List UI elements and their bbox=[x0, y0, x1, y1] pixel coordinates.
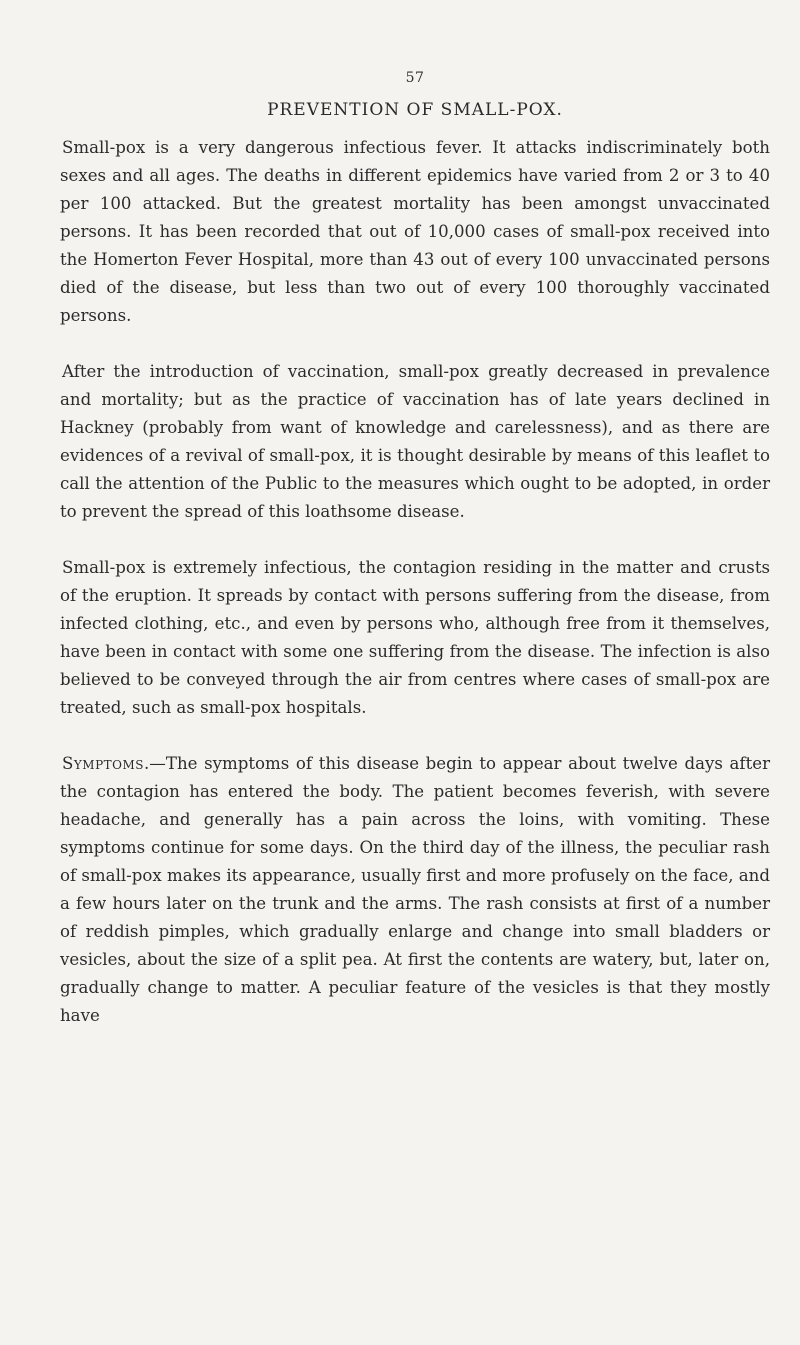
paragraph-1-text: Small-pox is a very dangerous infectious fever. It attacks indiscriminately both sexes and all ages. The deaths in different epidemics have varied from 2 or 3 to 40 per 100 attacked. But the greatest mortality has been amongst unvaccinated persons. It has been recorded that out of 10,000 cases of small-pox received into the Homerton Fever Hospital, more than 43 out of every 100 unvaccinated persons died of the disease, but less than two out of every 100 thoroughly vaccinated persons. bbox=[60, 138, 770, 325]
paragraph-1 bbox=[60, 134, 770, 330]
page-number: 57 bbox=[405, 70, 425, 86]
paragraph-2-text: After the introduction of vaccination, small-pox greatly decreased in prevalence and mortality; but as the practice of vaccination has of late years declined in Hackney (probably from want of knowledge and carelessness), and as there are evidences of a revival of small-pox, it is thought desirable by means of this leaflet to call the attention of the Public to the measures which ought to be adopted, in order to prevent the spread of this loathsome disease. bbox=[60, 362, 770, 521]
symptoms-heading: Symptoms bbox=[62, 754, 145, 773]
paragraph-4-text: .—The symptoms of this disease begin to appear about twelve days after the contagion has entered the body. The patient becomes feverish, with severe headache, and generally has a pain across the loins, with vomiting. These symptoms continue for some days. On the third day of the illness, the peculiar rash of small-pox makes its appearance, usually first and more profusely on the face, and a few hours later on the trunk and the arms. The rash consists at first of a number of reddish pimples, which gradually enlarge and change into small bladders or vesicles, about the size of a split pea. At first the contents are watery, but, later on, gradually change to matter. A peculiar feature of the vesicles is that they mostly have bbox=[60, 754, 770, 1025]
document-page bbox=[60, 70, 770, 1030]
page-title: PREVENTION OF SMALL-POX. bbox=[267, 100, 563, 120]
paragraph-3 bbox=[60, 554, 770, 722]
paragraph-3-text: Small-pox is extremely infectious, the contagion residing in the matter and crusts of the eruption. It spreads by contact with persons suffering from the disease, from infected clothing, etc., and even by persons who, although free from it themselves, have been in contact with some one suffering from the disease. The infection is also believed to be conveyed through the air from centres where cases of small-pox are treated, such as small-pox hospitals. bbox=[60, 558, 770, 717]
paragraph-2 bbox=[60, 358, 770, 526]
paragraph-4 bbox=[60, 750, 770, 1030]
